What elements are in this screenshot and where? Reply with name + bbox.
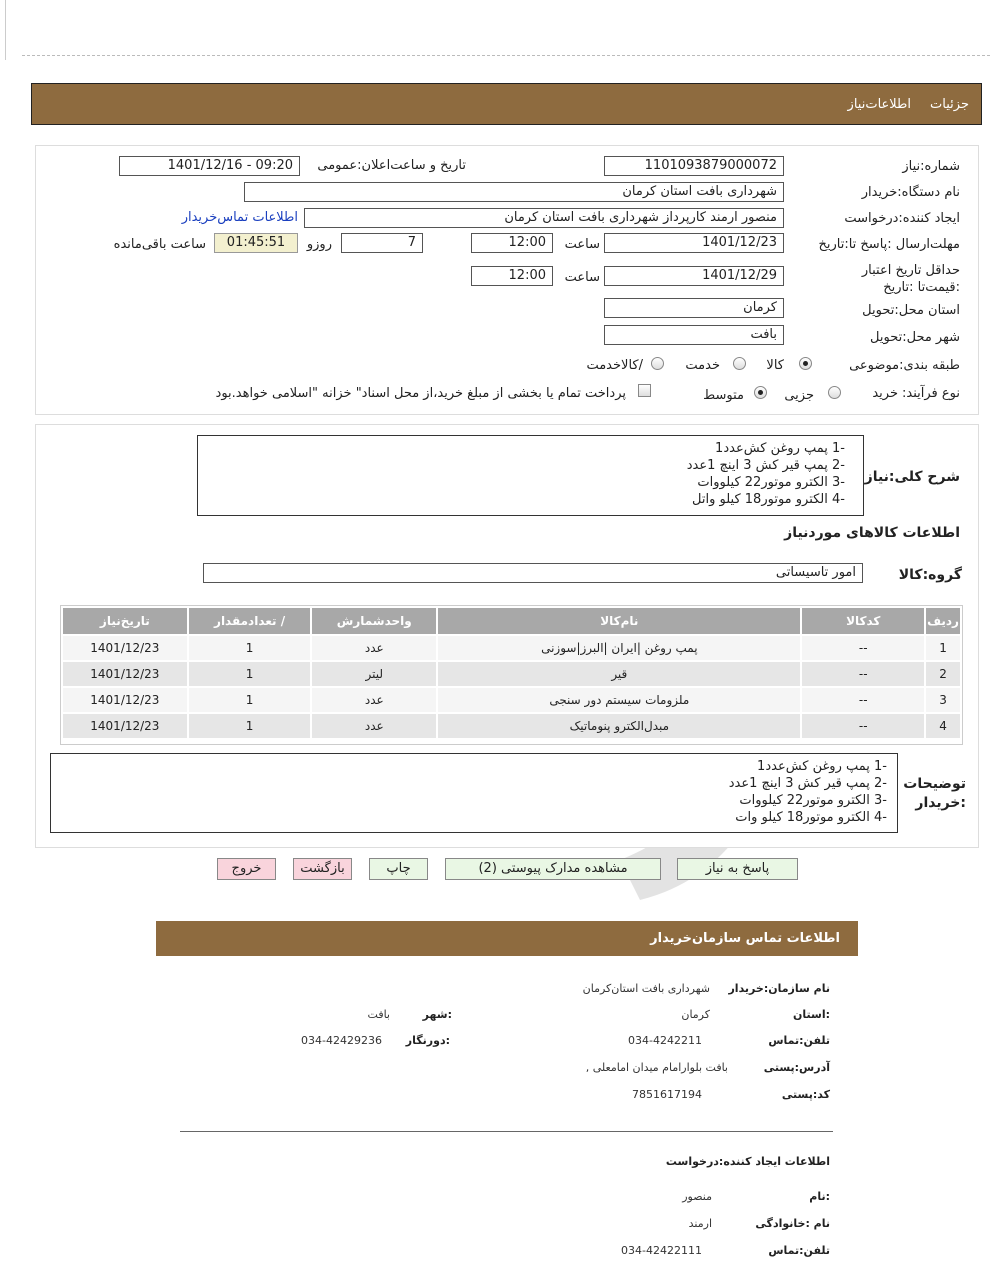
cell-name: پمپ روغن |ایران |البرز|سوزنی [438, 636, 800, 660]
cell-row: 4 [926, 714, 960, 738]
cell-row: 2 [926, 662, 960, 686]
need-number-label: شماره‌:نیاز [902, 159, 960, 174]
buyer-contact-link[interactable]: اطلاعات تماس‌خریدار [181, 210, 298, 225]
contact-province-label: :استان [793, 1008, 830, 1021]
validity-time-field: 12:00 [471, 266, 553, 286]
creator-section-title: اطلاعات ایجاد کننده‌:درخواست [665, 1155, 830, 1168]
table-row [63, 714, 960, 738]
remaining-label: ساعت باقی‌مانده [113, 237, 206, 252]
creator-label: ایجاد کننده‌:درخواست [844, 211, 960, 226]
exit-button[interactable]: خروج [217, 858, 276, 880]
contact-city-value: بافت [367, 1008, 390, 1021]
creator-family-value: ارمند [688, 1217, 712, 1230]
treasury-payment-checkbox[interactable] [638, 384, 651, 397]
deadline-date-field: 1401/12/23 [604, 233, 784, 253]
cell-date: 1401/12/23 [63, 688, 187, 712]
days-field: 7 [341, 233, 423, 253]
col-unit: واحدشمارش [312, 608, 436, 634]
category-goods-service-radio[interactable] [651, 357, 664, 370]
cell-name: قیر [438, 662, 800, 686]
header-bar [31, 83, 982, 125]
creator-name-value: منصور [682, 1190, 712, 1203]
cell-row: 3 [926, 688, 960, 712]
city-field: بافت [604, 325, 784, 345]
description-box: -1 پمپ روغن کش‌عدد1 -2 پمپ قیر کش 3 اینچ 1عدد -3 الکترو موتور22 کیلووات -4 الکترو موتور18 کیلو واتل [197, 435, 864, 516]
process-medium-label: متوسط [703, 388, 744, 403]
top-divider [22, 55, 990, 56]
goods-table [61, 606, 962, 740]
buyer-notes-label-1: توضیحات [903, 776, 966, 792]
cell-qty: 1 [189, 714, 311, 738]
left-border-line [5, 0, 6, 60]
cell-unit: عدد [312, 714, 436, 738]
buyer-notes-label-2: :خریدار [915, 795, 966, 811]
buyer-notes-box: -1 پمپ روغن کش‌عدد1 -2 پمپ قیر کش 3 اینچ 1عدد -3 الکترو موتور22 کیلووات -4 الکترو موتور18 کیلو وات [50, 753, 898, 833]
province-field: کرمان [604, 298, 784, 318]
cell-qty: 1 [189, 688, 311, 712]
contact-phone-value: 034-4242211 [628, 1034, 702, 1047]
need-number-field: 1101093879000072 [604, 156, 784, 176]
process-minor-label: جزیی [784, 388, 814, 403]
tab-details[interactable]: جزئیات [930, 97, 969, 112]
contact-phone-label: تلفن‌:تماس [768, 1034, 830, 1047]
org-label: نام سازمان‌:خریدار [728, 982, 830, 995]
goods-table-wrapper [60, 605, 963, 745]
col-code: کدکالا [802, 608, 924, 634]
cell-qty: 1 [189, 636, 311, 660]
col-qty: / تعدادمقدار [189, 608, 311, 634]
cell-date: 1401/12/23 [63, 662, 187, 686]
cell-date: 1401/12/23 [63, 636, 187, 660]
contact-divider [180, 1131, 833, 1132]
cell-name: ملزومات سیستم دور سنجی [438, 688, 800, 712]
goods-table-header [63, 608, 960, 634]
buyer-contact-title: اطلاعات تماس سازمان‌خریدار [650, 931, 840, 946]
process-minor-radio[interactable] [828, 386, 841, 399]
cell-unit: عدد [312, 688, 436, 712]
process-medium-radio[interactable] [754, 386, 767, 399]
category-service-radio[interactable] [733, 357, 746, 370]
validity-label: حداقل تاریخ اعتبار :قیمت‌تا :تاریخ [861, 263, 960, 295]
contact-postal-label: کد:پستی [781, 1088, 830, 1101]
category-goods-label: کالا [766, 358, 784, 373]
buyer-org-label: نام دستگاه‌:خریدار [861, 185, 960, 200]
process-buy-label: خرید [872, 386, 898, 401]
cell-qty: 1 [189, 662, 311, 686]
contact-city-label: :شهر [422, 1008, 452, 1021]
announce-label: تاریخ و ساعت‌اعلان‌:عمومی [317, 158, 466, 173]
buyer-contact-bar [156, 921, 858, 956]
creator-phone-value: 034-42422111 [621, 1244, 702, 1257]
cell-code: -- [802, 714, 924, 738]
category-service-label: خدمت [685, 358, 720, 373]
creator-family-label: نام :خانوادگی [755, 1217, 830, 1230]
goods-group-label: گروه:کالا [898, 567, 962, 583]
cell-code: -- [802, 636, 924, 660]
category-goods-radio[interactable] [799, 357, 812, 370]
creator-phone-label: تلفن‌:تماس [768, 1244, 830, 1257]
creator-name-label: :نام [809, 1190, 830, 1203]
deadline-hour-label: ساعت [564, 237, 600, 252]
announce-date-field: 1401/12/16 - 09:20 [119, 156, 300, 176]
category-label: طبقه بندی‌:موضوعی [849, 358, 960, 373]
cell-unit: عدد [312, 636, 436, 660]
col-date: تاریخ‌نیاز [63, 608, 187, 634]
org-value: شهرداری بافت استان‌کرمان [582, 982, 710, 995]
cell-unit: لیتر [312, 662, 436, 686]
cell-row: 1 [926, 636, 960, 660]
contact-fax-value: 034-42429236 [301, 1034, 382, 1047]
contact-address-value: بافت بلوارامام میدان امامعلی , [585, 1061, 728, 1074]
contact-fax-label: :دورنگار [405, 1034, 450, 1047]
col-row: ردیف [926, 608, 960, 634]
tab-need-info[interactable]: اطلاعات‌نیاز [847, 97, 911, 112]
days-label: روزو [306, 237, 332, 252]
back-button[interactable]: بازگشت [293, 858, 352, 880]
validity-hour-label: ساعت [564, 270, 600, 285]
creator-field: منصور ارمند کارپرداز شهرداری بافت استان کرمان [304, 208, 784, 228]
col-name: نام‌کالا [438, 608, 800, 634]
print-button[interactable]: چاپ [369, 858, 428, 880]
table-row [63, 688, 960, 712]
contact-postal-value: 7851617194 [632, 1088, 702, 1101]
cell-date: 1401/12/23 [63, 714, 187, 738]
deadline-time-field: 12:00 [471, 233, 553, 253]
table-row [63, 662, 960, 686]
city-label: شهر محل‌:تحویل [870, 330, 960, 345]
cell-name: مبدل‌الکترو پنوماتیک [438, 714, 800, 738]
process-label: نوع فرآیند: [902, 386, 960, 401]
validity-date-field: 1401/12/29 [604, 266, 784, 286]
contact-province-value: کرمان [681, 1008, 710, 1021]
deadline-label: مهلت‌ارسال :پاسخ تا:تاریخ [818, 237, 960, 252]
buyer-org-field: شهرداری بافت استان کرمان [244, 182, 784, 202]
contact-address-label: آدرس‌:پستی [763, 1061, 830, 1074]
cell-code: -- [802, 688, 924, 712]
treasury-payment-note: پرداخت تمام یا بخشی از مبلغ خرید،از محل اسناد" خزانه "اسلامی خواهد.بود [215, 386, 626, 401]
goods-group-field: امور تاسیساتی [203, 563, 863, 583]
view-attachments-button[interactable]: مشاهده مدارک پیوستی (2) [445, 858, 661, 880]
cell-code: -- [802, 662, 924, 686]
category-goods-service-label: /کالاخدمت [586, 358, 643, 373]
goods-title: اطلاعات کالاهای موردنیاز [784, 525, 960, 541]
reply-button[interactable]: پاسخ به نیاز [677, 858, 798, 880]
province-label: استان محل‌:تحویل [862, 303, 960, 318]
table-row [63, 636, 960, 660]
description-label: شرح کلی:نیاز [864, 469, 960, 485]
remaining-timer: 01:45:51 [214, 233, 298, 253]
